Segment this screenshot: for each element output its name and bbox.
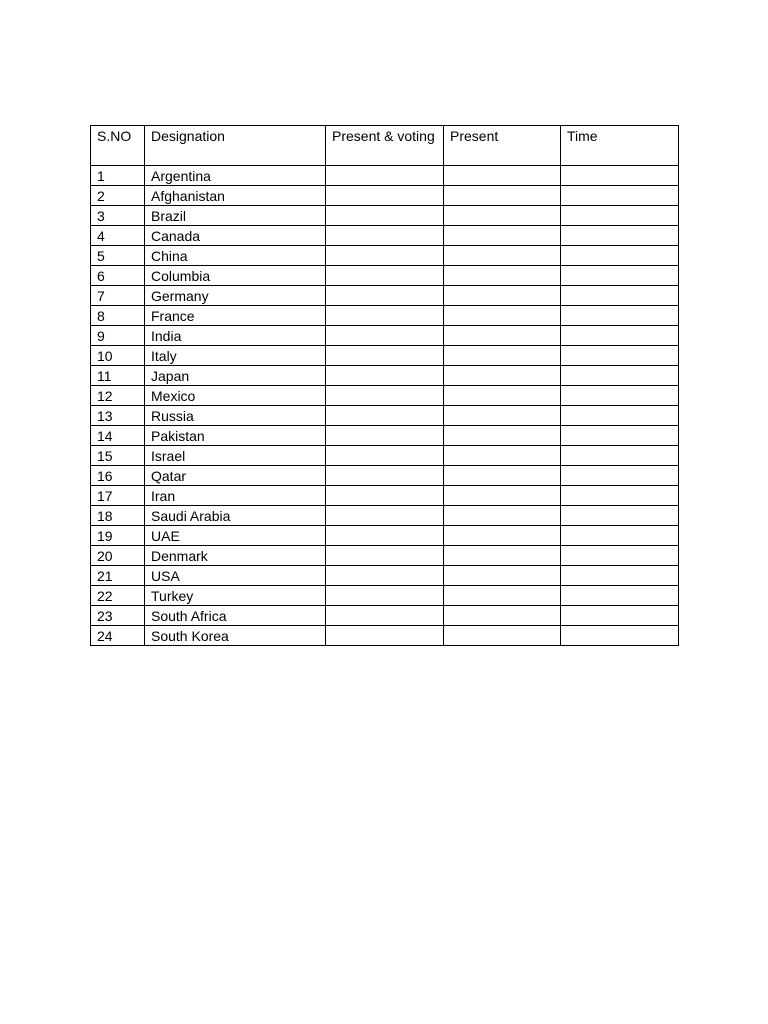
cell-designation: Denmark xyxy=(145,546,326,566)
cell-sno: 22 xyxy=(91,586,145,606)
cell-designation: France xyxy=(145,306,326,326)
cell-present xyxy=(444,466,561,486)
cell-designation: Afghanistan xyxy=(145,186,326,206)
cell-present xyxy=(444,386,561,406)
cell-present-and-voting xyxy=(326,526,444,546)
cell-present-and-voting xyxy=(326,606,444,626)
cell-time xyxy=(561,606,679,626)
cell-designation: Germany xyxy=(145,286,326,306)
cell-sno: 13 xyxy=(91,406,145,426)
table-row xyxy=(91,386,679,406)
cell-sno: 19 xyxy=(91,526,145,546)
cell-present xyxy=(444,526,561,546)
cell-present-and-voting xyxy=(326,166,444,186)
cell-designation: USA xyxy=(145,566,326,586)
cell-sno: 23 xyxy=(91,606,145,626)
cell-present-and-voting xyxy=(326,486,444,506)
cell-present xyxy=(444,286,561,306)
cell-present-and-voting xyxy=(326,306,444,326)
cell-present-and-voting xyxy=(326,586,444,606)
cell-present xyxy=(444,346,561,366)
table-row xyxy=(91,506,679,526)
cell-present-and-voting xyxy=(326,206,444,226)
cell-sno: 12 xyxy=(91,386,145,406)
cell-designation: Russia xyxy=(145,406,326,426)
cell-present xyxy=(444,406,561,426)
cell-time xyxy=(561,366,679,386)
cell-present-and-voting xyxy=(326,326,444,346)
cell-sno: 24 xyxy=(91,626,145,646)
cell-sno: 3 xyxy=(91,206,145,226)
cell-present-and-voting xyxy=(326,466,444,486)
cell-present-and-voting xyxy=(326,226,444,246)
table-row xyxy=(91,606,679,626)
table-header-row xyxy=(91,126,679,166)
cell-designation: Israel xyxy=(145,446,326,466)
cell-sno: 18 xyxy=(91,506,145,526)
cell-designation: India xyxy=(145,326,326,346)
cell-present xyxy=(444,366,561,386)
header-designation: Designation xyxy=(145,126,326,166)
cell-present-and-voting xyxy=(326,426,444,446)
cell-sno: 21 xyxy=(91,566,145,586)
cell-present-and-voting xyxy=(326,506,444,526)
table-row xyxy=(91,206,679,226)
cell-present-and-voting xyxy=(326,366,444,386)
cell-time xyxy=(561,626,679,646)
table-row xyxy=(91,426,679,446)
header-time: Time xyxy=(561,126,679,166)
cell-time xyxy=(561,326,679,346)
cell-time xyxy=(561,406,679,426)
table-row xyxy=(91,326,679,346)
cell-present xyxy=(444,206,561,226)
header-present: Present xyxy=(444,126,561,166)
cell-designation: Saudi Arabia xyxy=(145,506,326,526)
cell-designation: Iran xyxy=(145,486,326,506)
table-row xyxy=(91,346,679,366)
table-row xyxy=(91,306,679,326)
cell-present-and-voting xyxy=(326,286,444,306)
cell-sno: 10 xyxy=(91,346,145,366)
cell-sno: 6 xyxy=(91,266,145,286)
cell-present xyxy=(444,426,561,446)
cell-time xyxy=(561,166,679,186)
table-row xyxy=(91,266,679,286)
cell-present xyxy=(444,166,561,186)
table-row xyxy=(91,566,679,586)
header-sno: S.NO xyxy=(91,126,145,166)
table-row xyxy=(91,166,679,186)
cell-time xyxy=(561,486,679,506)
cell-designation: China xyxy=(145,246,326,266)
cell-sno: 7 xyxy=(91,286,145,306)
cell-present-and-voting xyxy=(326,386,444,406)
cell-time xyxy=(561,266,679,286)
cell-present xyxy=(444,486,561,506)
cell-present xyxy=(444,186,561,206)
cell-time xyxy=(561,526,679,546)
table-row xyxy=(91,546,679,566)
cell-present-and-voting xyxy=(326,566,444,586)
cell-time xyxy=(561,226,679,246)
cell-present-and-voting xyxy=(326,406,444,426)
cell-designation: Brazil xyxy=(145,206,326,226)
cell-designation: Qatar xyxy=(145,466,326,486)
cell-present xyxy=(444,506,561,526)
attendance-table xyxy=(90,125,679,646)
cell-designation: Columbia xyxy=(145,266,326,286)
cell-sno: 1 xyxy=(91,166,145,186)
cell-present-and-voting xyxy=(326,446,444,466)
cell-present xyxy=(444,326,561,346)
cell-sno: 11 xyxy=(91,366,145,386)
cell-designation: South Korea xyxy=(145,626,326,646)
cell-time xyxy=(561,546,679,566)
cell-present xyxy=(444,586,561,606)
cell-time xyxy=(561,186,679,206)
cell-time xyxy=(561,246,679,266)
cell-present-and-voting xyxy=(326,246,444,266)
table-row xyxy=(91,246,679,266)
cell-designation: Mexico xyxy=(145,386,326,406)
cell-present xyxy=(444,266,561,286)
cell-sno: 4 xyxy=(91,226,145,246)
cell-designation: Italy xyxy=(145,346,326,366)
cell-present-and-voting xyxy=(326,346,444,366)
cell-time xyxy=(561,346,679,366)
table-row xyxy=(91,486,679,506)
cell-time xyxy=(561,586,679,606)
table-row xyxy=(91,366,679,386)
cell-designation: Turkey xyxy=(145,586,326,606)
cell-present xyxy=(444,546,561,566)
table-row xyxy=(91,626,679,646)
cell-designation: Argentina xyxy=(145,166,326,186)
cell-time xyxy=(561,506,679,526)
cell-sno: 15 xyxy=(91,446,145,466)
cell-sno: 2 xyxy=(91,186,145,206)
cell-time xyxy=(561,426,679,446)
cell-time xyxy=(561,306,679,326)
cell-present-and-voting xyxy=(326,626,444,646)
cell-designation: Japan xyxy=(145,366,326,386)
cell-sno: 16 xyxy=(91,466,145,486)
cell-sno: 14 xyxy=(91,426,145,446)
cell-designation: South Africa xyxy=(145,606,326,626)
cell-time xyxy=(561,446,679,466)
header-present-and-voting: Present & voting xyxy=(326,126,444,166)
cell-present xyxy=(444,306,561,326)
cell-present xyxy=(444,626,561,646)
cell-present xyxy=(444,606,561,626)
cell-present xyxy=(444,566,561,586)
cell-present-and-voting xyxy=(326,186,444,206)
cell-designation: Canada xyxy=(145,226,326,246)
cell-time xyxy=(561,286,679,306)
table-row xyxy=(91,226,679,246)
cell-time xyxy=(561,206,679,226)
cell-time xyxy=(561,566,679,586)
table-row xyxy=(91,466,679,486)
cell-time xyxy=(561,466,679,486)
cell-sno: 20 xyxy=(91,546,145,566)
table-row xyxy=(91,446,679,466)
cell-present-and-voting xyxy=(326,546,444,566)
cell-designation: Pakistan xyxy=(145,426,326,446)
cell-designation: UAE xyxy=(145,526,326,546)
table-row xyxy=(91,526,679,546)
cell-present-and-voting xyxy=(326,266,444,286)
cell-time xyxy=(561,386,679,406)
cell-sno: 8 xyxy=(91,306,145,326)
table-body xyxy=(91,166,679,646)
cell-sno: 5 xyxy=(91,246,145,266)
table-row xyxy=(91,406,679,426)
cell-sno: 17 xyxy=(91,486,145,506)
table-row xyxy=(91,586,679,606)
cell-present xyxy=(444,446,561,466)
cell-present xyxy=(444,226,561,246)
cell-present xyxy=(444,246,561,266)
table-row xyxy=(91,286,679,306)
cell-sno: 9 xyxy=(91,326,145,346)
table-row xyxy=(91,186,679,206)
